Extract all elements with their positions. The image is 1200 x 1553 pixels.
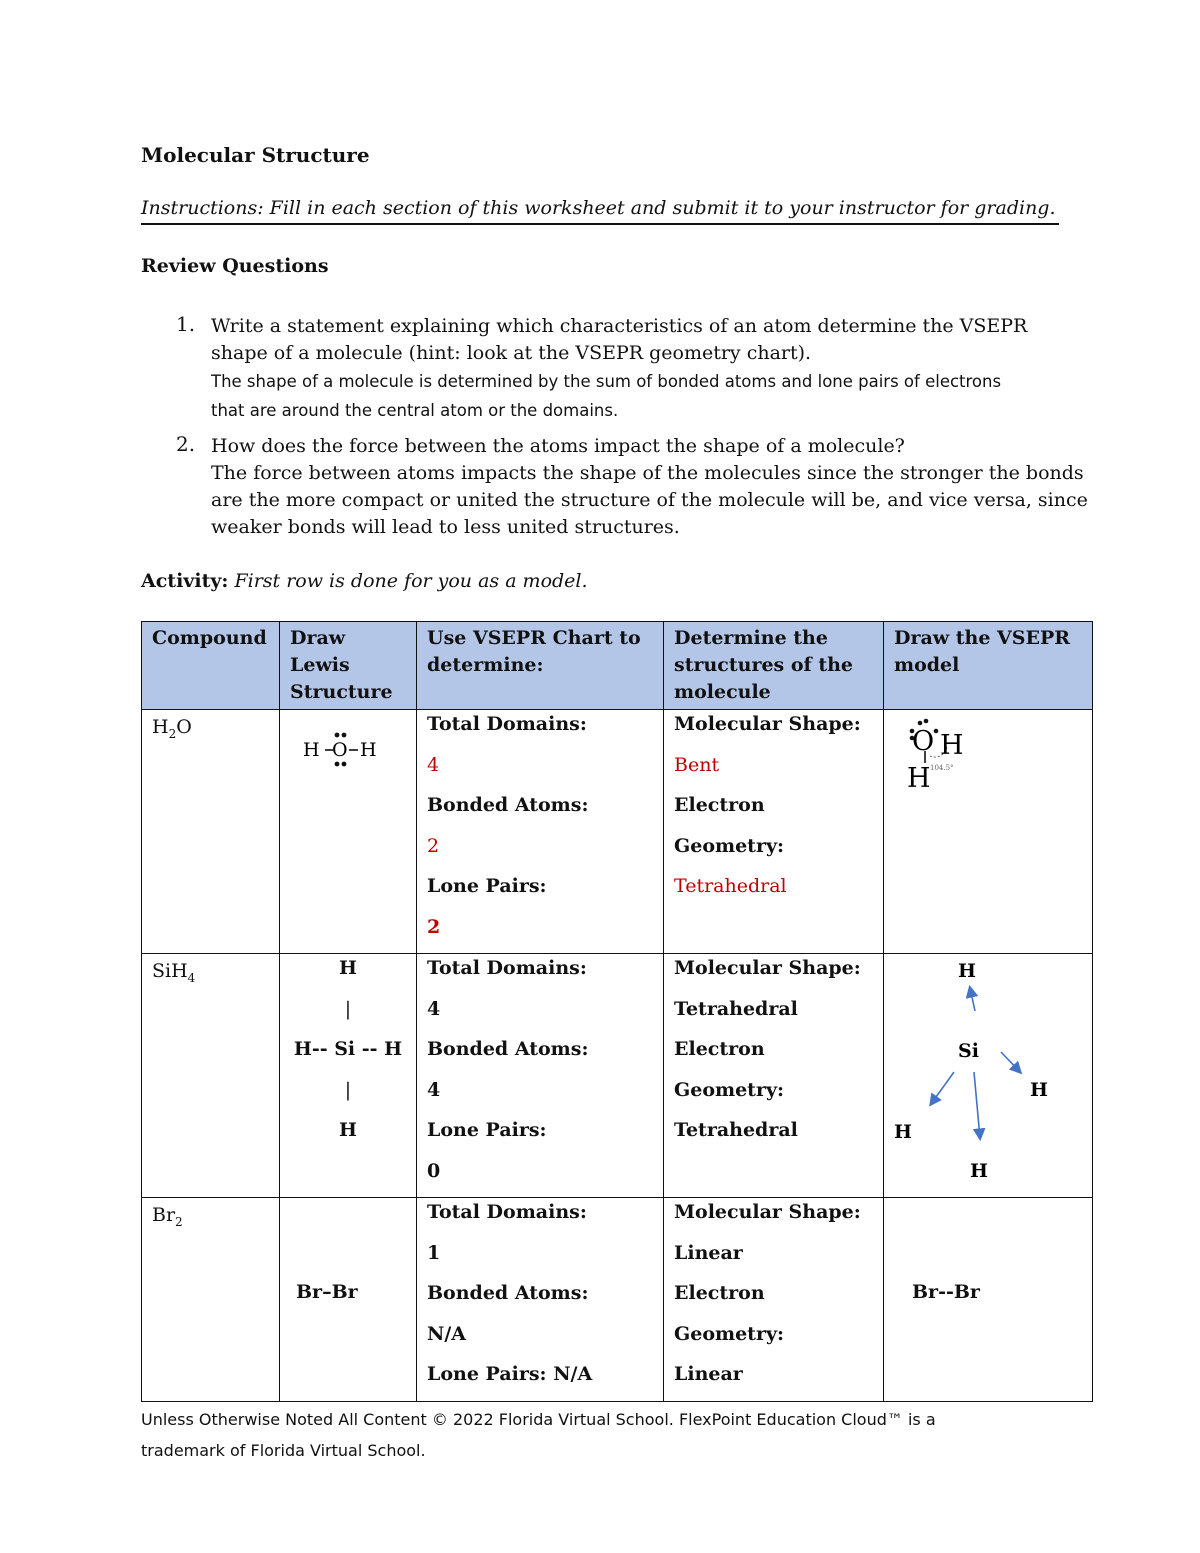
vsepr-cell: Total Domains: 1 Bonded Atoms: N/A Lone Pairs: N/A bbox=[417, 1198, 664, 1402]
question-1-answer-line2: that are around the central atom or the domains. bbox=[211, 401, 619, 420]
page-title: Molecular Structure bbox=[141, 143, 370, 167]
activity-line bbox=[141, 570, 588, 592]
structure-cell: Molecular Shape: Tetrahedral Electron Geometry: Tetrahedral bbox=[664, 954, 884, 1198]
model-h-left: H bbox=[894, 1121, 912, 1143]
model-cell bbox=[884, 954, 1093, 1198]
model-si: Si bbox=[958, 1040, 979, 1062]
table-header-row bbox=[142, 622, 1093, 710]
question-2-number: 2. bbox=[176, 432, 196, 456]
header-structure: Determine the structures of the molecule bbox=[664, 622, 884, 710]
review-heading: Review Questions bbox=[141, 255, 329, 277]
model-h-right: H bbox=[940, 730, 964, 761]
question-2-text-line1: How does the force between the atoms impact the shape of a molecule? bbox=[211, 435, 905, 457]
question-2-answer-line2: are the more compact or united the structure of the molecule will be, and vice versa, since bbox=[211, 489, 1088, 511]
lewis-h-right: H bbox=[360, 739, 377, 761]
lewis-o: O bbox=[332, 739, 348, 761]
model-cell bbox=[884, 1198, 1093, 1402]
footer-line-1: Unless Otherwise Noted All Content © 2022 Florida Virtual School. FlexPoint Education Cloud™ is a bbox=[141, 1410, 936, 1429]
silane-vsepr-model bbox=[884, 954, 1093, 1194]
question-1-number: 1. bbox=[176, 312, 196, 336]
question-1-text-line2: shape of a molecule (hint: look at the VSEPR geometry chart). bbox=[211, 342, 812, 364]
model-h-bottom: H bbox=[970, 1160, 988, 1182]
activity-label: Activity: bbox=[141, 570, 229, 592]
header-compound: Compound bbox=[142, 622, 280, 710]
vsepr-cell: Total Domains: 4 Bonded Atoms: 4 Lone Pairs: 0 bbox=[417, 954, 664, 1198]
question-2-answer-line3: weaker bonds will lead to less united structures. bbox=[211, 516, 680, 538]
lewis-h-left: H bbox=[303, 739, 320, 761]
table-row bbox=[142, 954, 1093, 1198]
lewis-cell: H | H-- Si -- H | H bbox=[280, 954, 417, 1198]
model-br2: Br--Br bbox=[912, 1281, 980, 1303]
header-lewis: Draw Lewis Structure bbox=[280, 622, 417, 710]
activity-text: First row is done for you as a model. bbox=[234, 570, 588, 592]
table-row bbox=[142, 710, 1093, 954]
vsepr-cell: Total Domains: 4 Bonded Atoms: 2 Lone Pairs: 2 bbox=[417, 710, 664, 954]
lewis-br2: Br–Br bbox=[296, 1281, 358, 1303]
header-vsepr: Use VSEPR Chart to determine: bbox=[417, 622, 664, 710]
structure-cell: Molecular Shape: Linear Electron Geometry: Linear bbox=[664, 1198, 884, 1402]
model-h-top: H bbox=[958, 960, 976, 982]
model-cell bbox=[884, 710, 1093, 954]
footer-line-2: trademark of Florida Virtual School. bbox=[141, 1441, 426, 1460]
question-2-answer-line1: The force between atoms impacts the shape of the molecules since the stronger the bonds bbox=[211, 462, 1084, 484]
structure-cell: Molecular Shape: Bent Electron Geometry: Tetrahedral bbox=[664, 710, 884, 954]
header-model: Draw the VSEPR model bbox=[884, 622, 1093, 710]
compound-cell: $H_2O$ bbox=[142, 710, 280, 954]
model-angle: 104.5° bbox=[930, 764, 954, 772]
lewis-cell bbox=[280, 1198, 417, 1402]
question-1-text-line1: Write a statement explaining which characteristics of an atom determine the VSEPR bbox=[211, 315, 1028, 337]
model-h-bottom: H bbox=[907, 763, 931, 794]
vsepr-table bbox=[141, 621, 1093, 1402]
model-h-right: H bbox=[1030, 1079, 1048, 1101]
water-lewis-structure bbox=[280, 710, 417, 790]
instructions-text: Instructions: Fill in each section of this worksheet and submit it to your instructor for grading. bbox=[141, 197, 1059, 225]
question-1-answer-line1: The shape of a molecule is determined by the sum of bonded atoms and lone pairs of electrons bbox=[211, 372, 1002, 391]
lewis-cell bbox=[280, 710, 417, 954]
compound-cell: SiH$_4$ bbox=[142, 954, 280, 1198]
water-vsepr-model bbox=[884, 710, 1093, 810]
model-o: O bbox=[912, 726, 935, 757]
table-row bbox=[142, 1198, 1093, 1402]
footer bbox=[141, 1404, 1041, 1466]
compound-cell: $Br_2$ bbox=[142, 1198, 280, 1402]
